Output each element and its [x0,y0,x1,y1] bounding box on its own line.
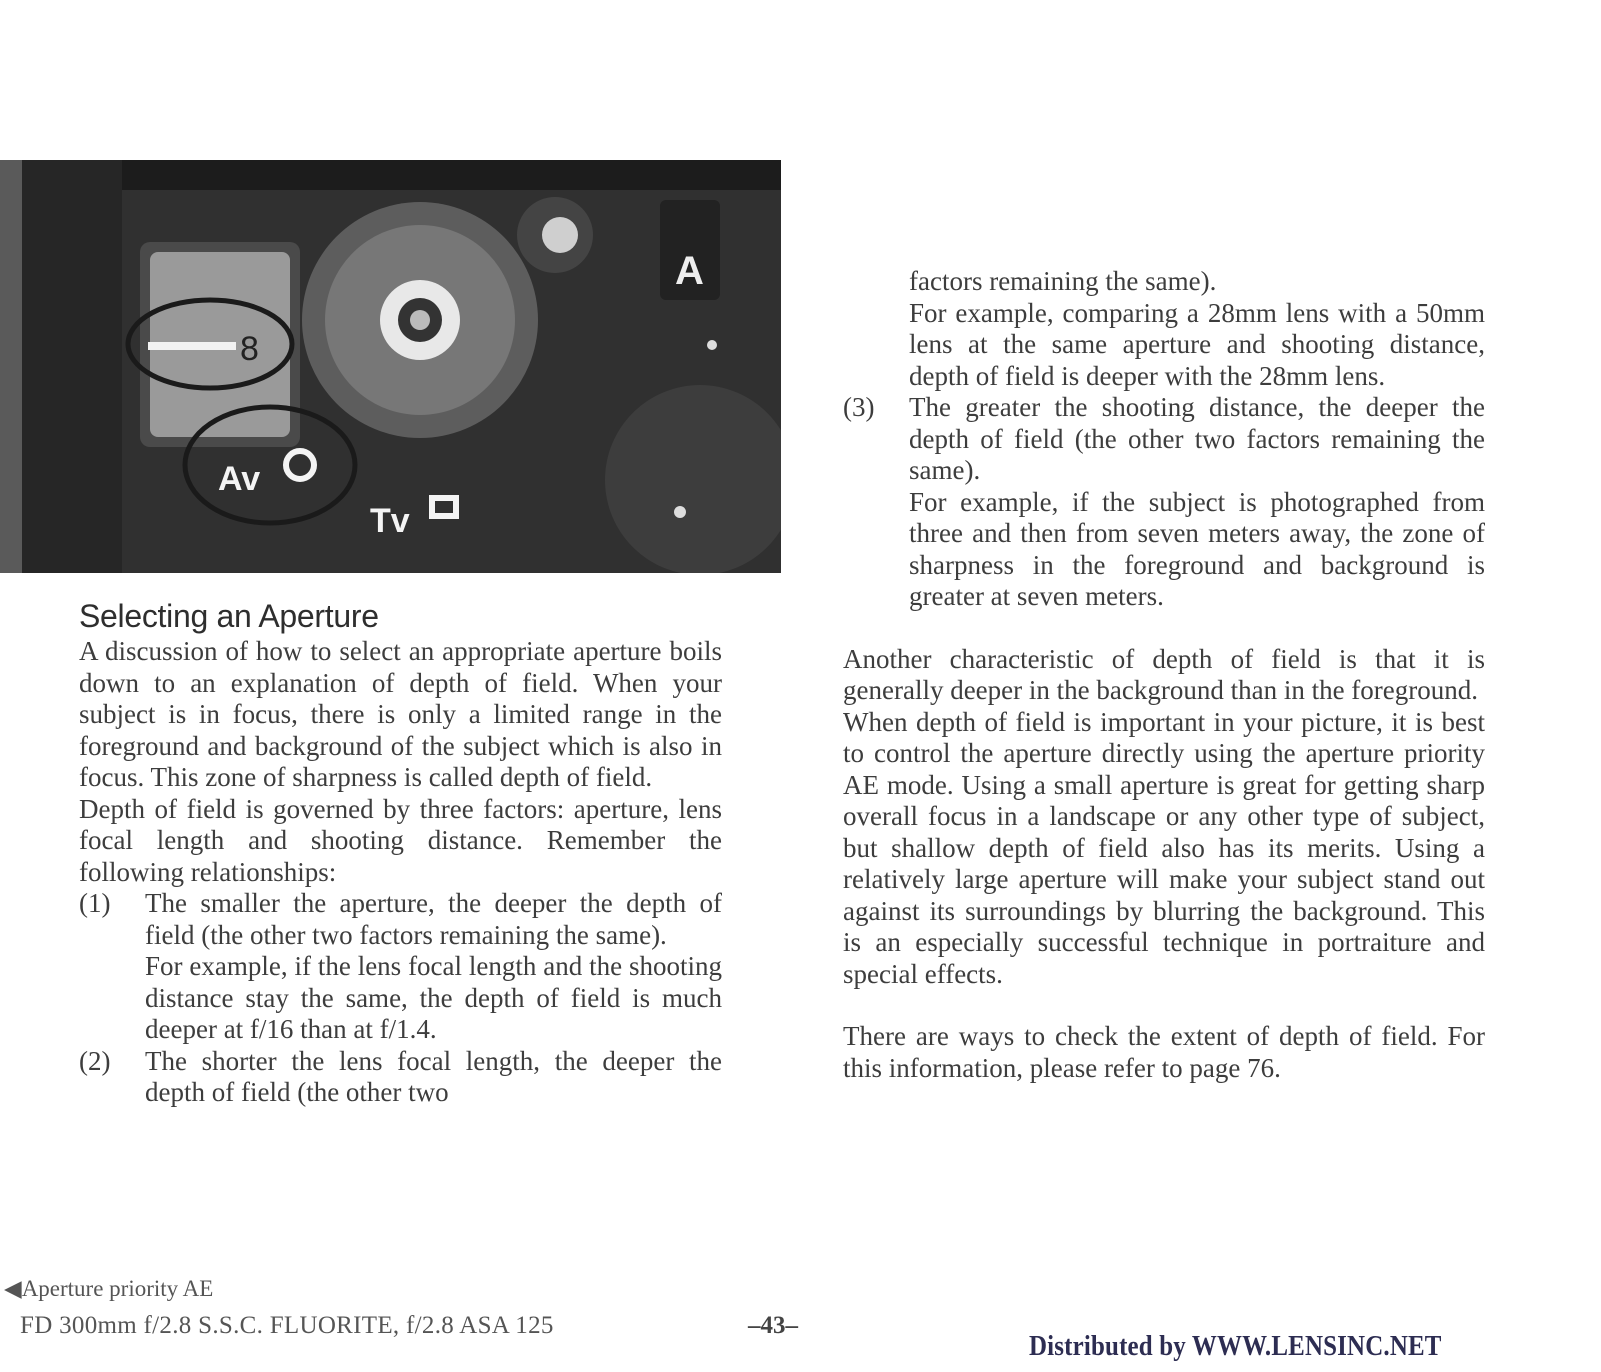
paragraph-reference: There are ways to check the extent of depth of field. For this information, please refer to page 76. [843,1021,1485,1083]
list-item-example: For example, comparing a 28mm lens with a 50mm lens at the same aperture and shooting distance, depth of field is deeper with the 28mm lens. [909,297,1485,391]
page-number: –43– [748,1312,798,1339]
list-item-example: For example, if the lens focal length and the shooting distance stay the same, the depth of field is much deeper at f/16 than at f/1.4. [145,951,722,1044]
paragraph-aperture-priority: When depth of field is important in your picture, it is best to control the aperture directly using the aperture priority AE mode. Using a small aperture is great for getting sharp overall focus in a landscape or any other type of subject, but shallow depth of field also has its merits. Using a relatively large aperture will make your subject stand out against its surroundings by blurring the background. This is an especially successful technique in portraiture and special effects. [843,706,1485,989]
mode-label-a: A [675,249,704,293]
right-column [843,266,1485,1084]
camera-photo [0,160,781,573]
paragraph-intro: A discussion of how to select an appropriate aperture boils down to an explanation of depth of field. When your subject is in focus, there is only a limited range in the foreground and background of the subject which is also in focus. This zone of sharpness is called depth of field. [79,636,722,792]
list-item-1 [79,888,722,1046]
list-item-text: The shorter the lens focal length, the deeper the depth of field (the other two [145,1045,722,1107]
distributed-by-watermark: Distributed by WWW.LENSINC.NET [1029,1330,1442,1362]
dial-number: 8 [240,330,259,368]
list-item-text: The greater the shooting distance, the deeper the depth of field (the other two factors remaining the same). [909,392,1485,485]
lens-info: FD 300mm f/2.8 S.S.C. FLUORITE, f/2.8 ASA 125 [20,1312,554,1339]
mode-label-av: Av [218,460,261,498]
list-item-number: (3) [843,392,875,422]
list-item-number: (2) [79,1045,111,1076]
left-column [79,596,722,1109]
list-item-text: The smaller the aperture, the deeper the depth of field (the other two factors remaining the same). [145,888,722,950]
list-item-number: (1) [79,888,111,918]
list-item-example: For example, if the subject is photographed from three and then from seven meters away, the zone of sharpness in the foreground and background is greater at seven meters. [909,486,1485,611]
list-item-2-continued [843,266,1485,392]
photo-caption: ◀Aperture priority AE [4,1276,214,1301]
mode-label-tv: Tv [370,502,410,540]
list-item-text: factors remaining the same). [909,266,1217,296]
paragraph-background: Another characteristic of depth of field is that it is generally deeper in the background than in the foreground. [843,643,1485,705]
paragraph-factors: Depth of field is governed by three factors: aperture, lens focal length and shooting distance. Remember the following relationships: [79,793,722,887]
camera-top-plate-image [0,160,781,573]
section-heading: Selecting an Aperture [79,598,379,634]
list-item-3 [843,392,1485,613]
list-item-2 [79,1046,722,1109]
